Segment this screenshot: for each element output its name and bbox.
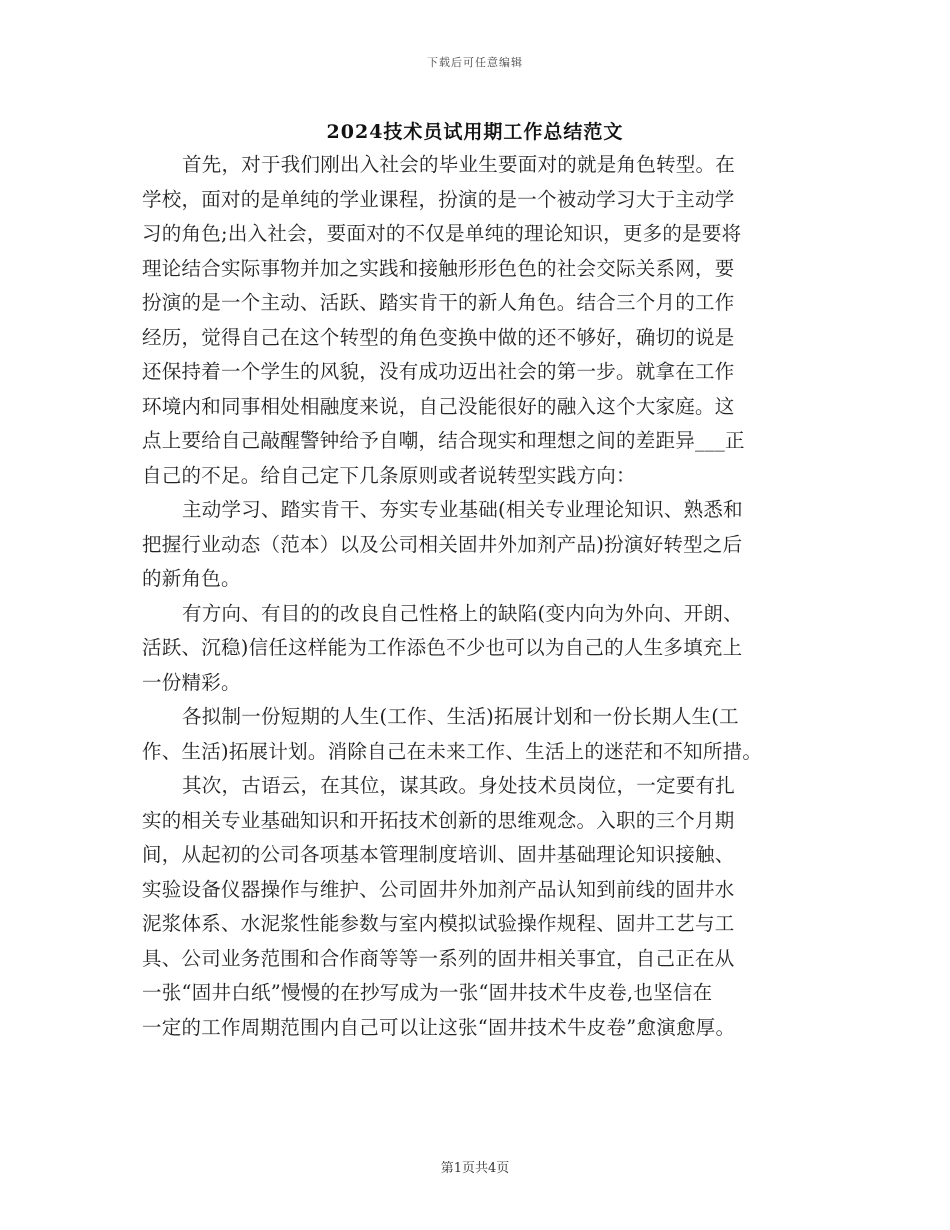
body-text-line: 扮演的是一个主动、活跃、踏实肯干的新人角色。结合三个月的工作 — [142, 291, 735, 314]
document-title: 2024技术员试用期工作总结范文 — [326, 121, 624, 143]
body-text-line: 习的角色;出入社会，要面对的不仅是单纯的理论知识，更多的是要将 — [142, 222, 742, 245]
body-text-line: 把握行业动态（范本）以及公司相关固井外加剂产品)扮演好转型之后 — [142, 532, 743, 556]
body-text-line: 环境内和同事相处相融度来说，自己没能很好的融入这个大家庭。这 — [142, 394, 735, 418]
body-text-line: 学校，面对的是单纯的学业课程，扮演的是一个被动学习大于主动学 — [142, 187, 735, 211]
body-text-line: 具、公司业务范围和合作商等等一系列的固井相关事宜，自己正在从 — [142, 946, 735, 970]
page-header-note: 下载后可任意编辑 — [427, 56, 523, 69]
body-text-line: 主动学习、踏实肯干、夯实专业基础(相关专业理论知识、熟悉和 — [182, 498, 743, 521]
body-text-line: 的新角色。 — [142, 567, 241, 590]
body-text-line: 泥浆体系、水泥浆性能参数与室内模拟试验操作规程、固井工艺与工 — [142, 912, 735, 935]
body-text-line: 实验设备仪器操作与维护、公司固井外加剂产品认知到前线的固井水 — [142, 877, 735, 901]
body-text-line: 其次，古语云，在其位，谋其政。身处技术员岗位，一定要有扎 — [182, 774, 736, 797]
body-text-line: 有方向、有目的的改良自己性格上的缺陷(变内向为外向、开朗、 — [182, 601, 743, 625]
body-text-line: 一定的工作周期范围内自己可以让这张“固井技术牛皮卷”愈演愈厚。 — [142, 1015, 736, 1039]
body-text-line: 一份精彩。 — [142, 670, 241, 694]
body-text-line: 点上要给自己敲醒警钟给予自嘲，结合现实和理想之间的差距异___正 — [142, 429, 745, 452]
body-text-line: 首先，对于我们刚出入社会的毕业生要面对的就是角色转型。在 — [182, 153, 736, 176]
body-text-line: 还保持着一个学生的风貌，没有成功迈出社会的第一步。就拿在工作 — [142, 360, 735, 383]
body-text-line: 各拟制一份短期的人生(工作、生活)拓展计划和一份长期人生(工 — [182, 705, 739, 728]
page-footer: 第1页共4页 — [440, 1161, 510, 1176]
body-text-line: 间，从起初的公司各项基本管理制度培训、固井基础理论知识接触、 — [142, 843, 735, 866]
document-body — [142, 148, 822, 1045]
body-text-line: 经历，觉得自己在这个转型的角色变换中做的还不够好，确切的说是 — [142, 325, 735, 349]
body-text-line: 实的相关专业基础知识和开拓技术创新的思维观念。入职的三个月期 — [142, 808, 735, 832]
body-text-line: 活跃、沉稳)信任这样能为工作添色不少也可以为自己的人生多填充上 — [142, 636, 743, 659]
body-text-line: 自己的不足。给自己定下几条原则或者说转型实践方向： — [142, 463, 636, 487]
body-text-line: 作、生活)拓展计划。消除自己在未来工作、生活上的迷茫和不知所措。 — [142, 739, 763, 763]
body-text-line: 一张“固井白纸”慢慢的在抄写成为一张“固井技术牛皮卷,也坚信在 — [142, 981, 713, 1004]
body-text-line: 理论结合实际事物并加之实践和接触形形色色的社会交际关系网，要 — [142, 256, 735, 280]
